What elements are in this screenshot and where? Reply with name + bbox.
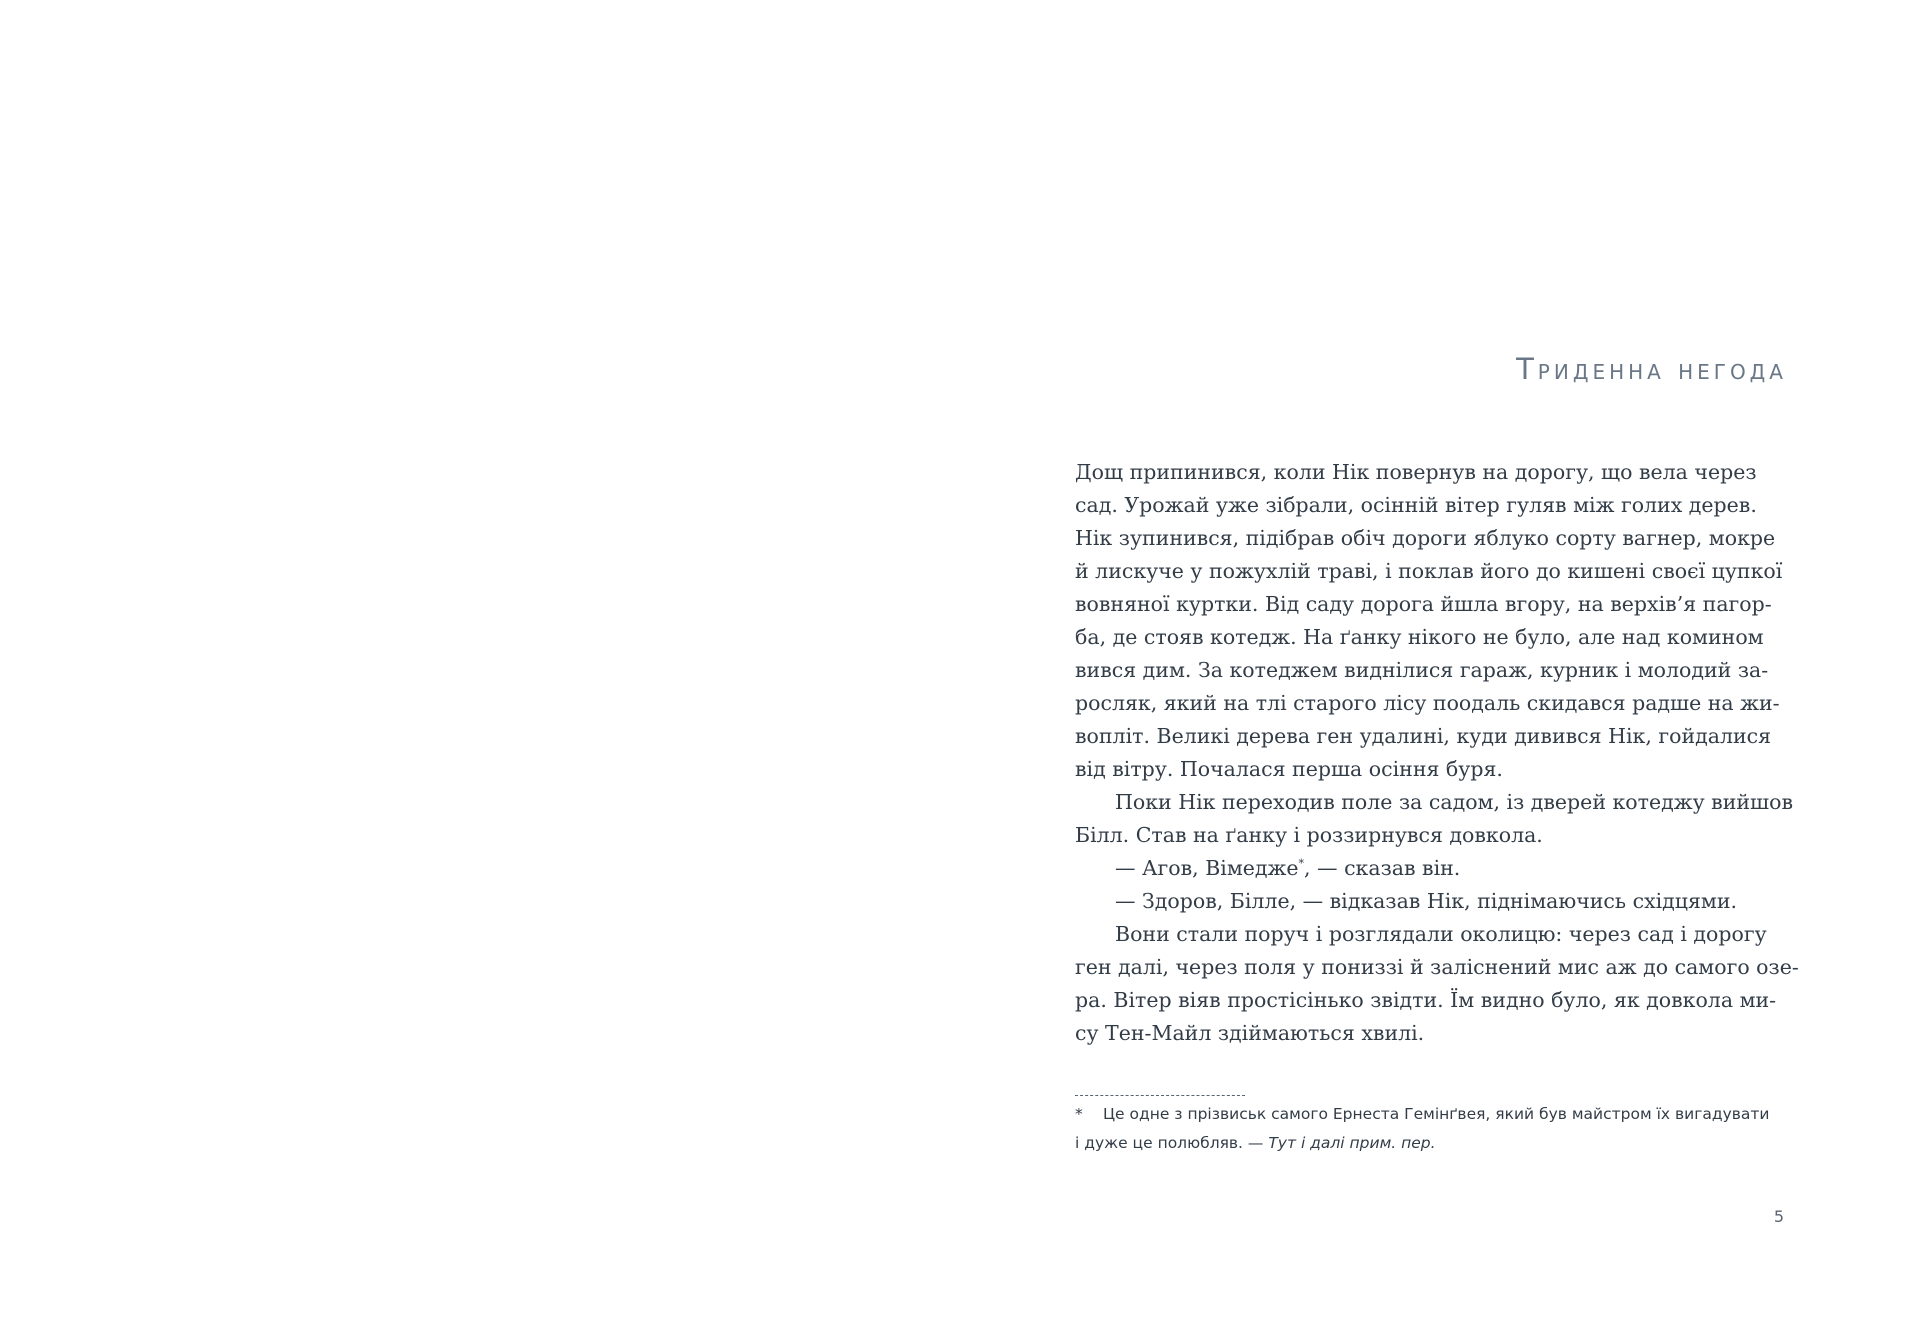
body-text [1075, 456, 1799, 1050]
text-line: Дощ припинився, коли Нік повернув на дорогу, що вела через [1075, 460, 1757, 484]
text-line: росляк, який на тлі старого лісу поодаль скидався радше на жи- [1075, 691, 1780, 715]
text-line: сад. Урожай уже зібрали, осінній вітер гуляв між голих дерев. [1075, 493, 1757, 517]
text-line: вовняної куртки. Від саду дорога йшла вгору, на верхів’я пагор- [1075, 592, 1772, 616]
text-line: ген далі, через поля у пониззі й заліснений мис аж до самого озе- [1075, 955, 1799, 979]
text-line: від вітру. Почалася перша осіння буря. [1075, 757, 1503, 781]
text-line: ба, де стояв котедж. На ґанку нікого не було, але над комином [1075, 625, 1764, 649]
dialogue-text: , — сказав він. [1304, 856, 1461, 880]
footnote-reference[interactable]: * [1298, 857, 1305, 871]
text-line: Нік зупинився, підібрав обіч дороги яблуко сорту вагнер, мокре [1075, 526, 1776, 550]
text-line: су Тен-Майл здіймаються хвилі. [1075, 1021, 1425, 1045]
text-line: й лискуче у пожухлій траві, і поклав його до кишені своєї цупкої [1075, 559, 1783, 583]
footnote-line [1075, 1129, 1751, 1158]
text-line: вився дим. За котеджем виднілися гараж, курник і молодий за- [1075, 658, 1769, 682]
footnote-text: і дуже це полюбляв. — [1075, 1134, 1269, 1152]
right-page [960, 0, 1920, 1325]
text-line: ра. Вітер віяв простісінько звідти. Їм видно було, як довкола ми- [1075, 988, 1777, 1012]
chapter-title: Триденна негода [1516, 352, 1787, 386]
footnote-line [1075, 1100, 1770, 1129]
text-line: вопліт. Великі дерева ген удалині, куди дивився Нік, гойдалися [1075, 724, 1772, 748]
footnote-divider [1075, 1095, 1245, 1096]
text-line: Білл. Став на ґанку і роззирнувся довкола. [1075, 823, 1543, 847]
dialogue-line-with-footnote [1075, 852, 1747, 885]
footnote-italic-text: Тут і далі прим. пер. [1268, 1134, 1436, 1152]
footnote [1075, 1100, 1770, 1158]
text-line: Вони стали поруч і розглядали околицю: через сад і дорогу [1115, 922, 1767, 946]
page-number: 5 [1773, 1207, 1784, 1226]
text-line: Поки Нік переходив поле за садом, із дверей котеджу вийшов [1115, 790, 1793, 814]
dialogue-text: — Агов, Вімедже [1115, 856, 1299, 880]
footnote-text: Це одне з прізвиськ самого Ернеста Гемінґвея, який був майстром їх вигадувати [1103, 1105, 1770, 1123]
footnote-marker: * [1075, 1105, 1083, 1123]
text-line: — Здоров, Білле, — відказав Нік, піднімаючись східцями. [1115, 889, 1738, 913]
